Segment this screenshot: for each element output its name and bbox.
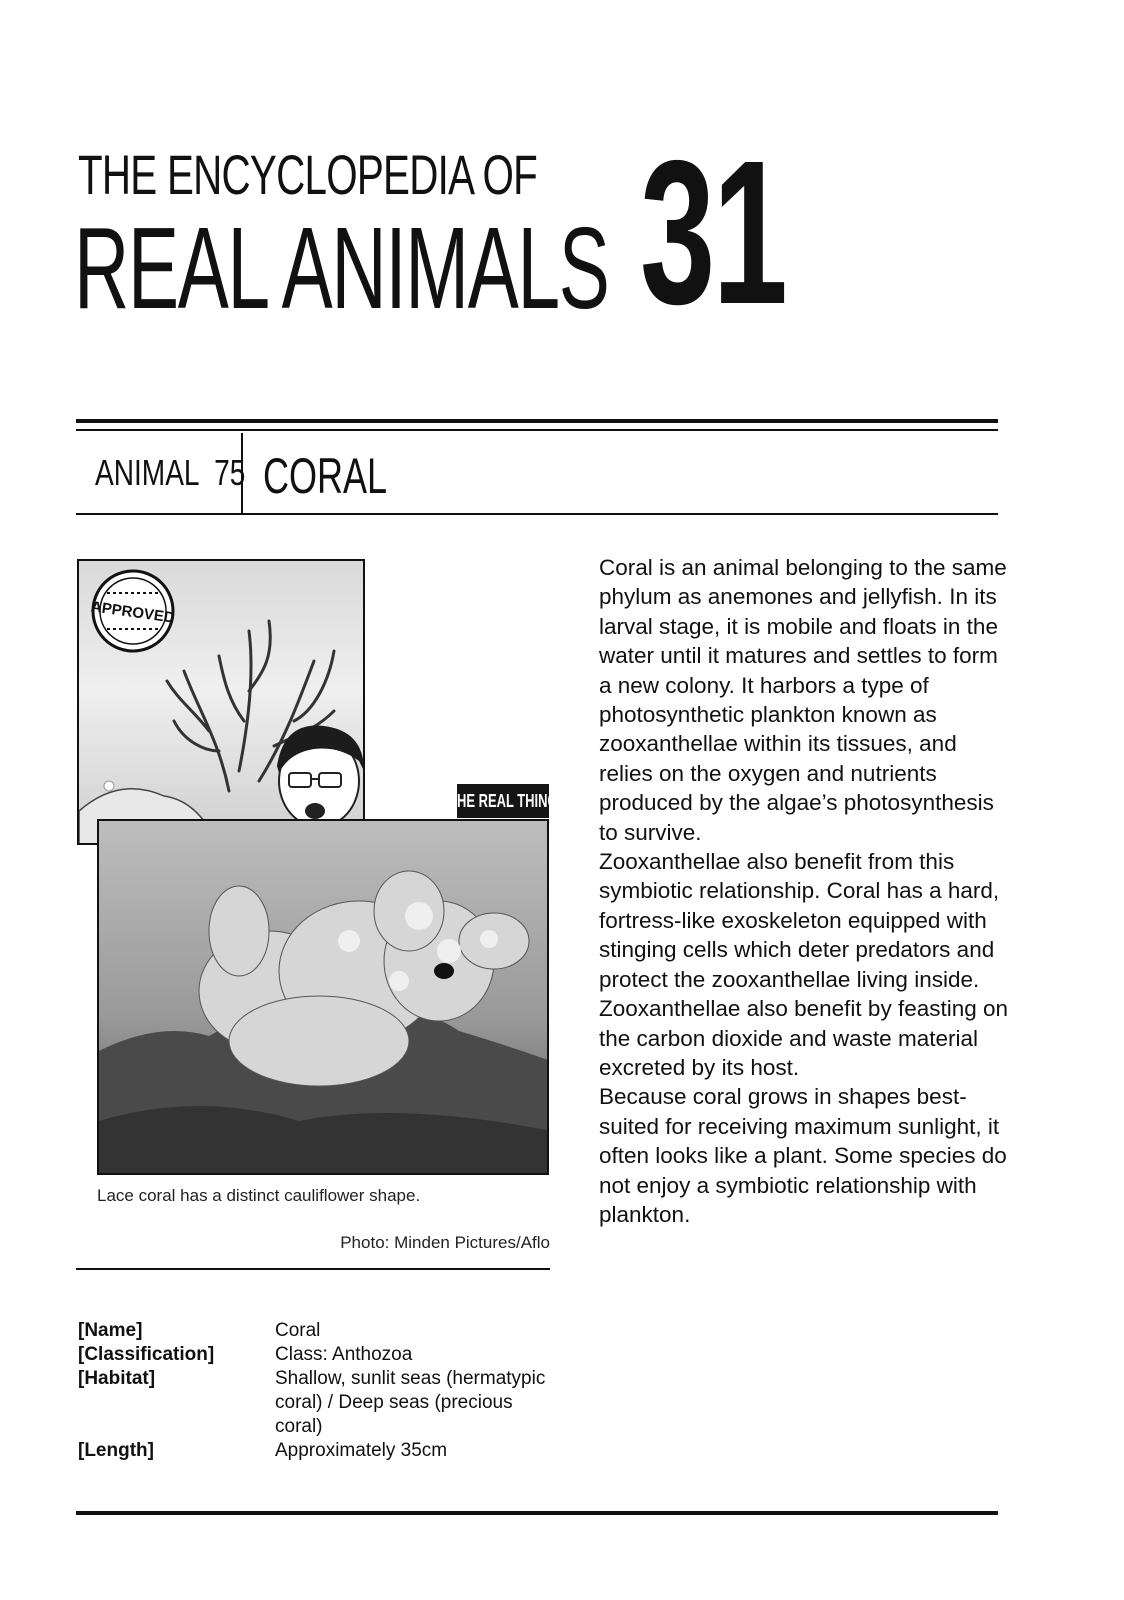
spec-table xyxy=(78,1319,558,1463)
spec-row xyxy=(78,1367,558,1439)
manga-panel xyxy=(77,559,365,845)
spec-row xyxy=(78,1439,558,1463)
spec-value: Shallow, sunlit seas (hermatypic coral) / Deep seas (precious coral) xyxy=(275,1368,546,1437)
photo-caption: Lace coral has a distinct cauliflower shape. xyxy=(97,1186,421,1205)
photo-credit: Photo: Minden Pictures/Aflo xyxy=(340,1233,550,1252)
spec-row xyxy=(78,1319,558,1343)
spec-key: [Habitat] xyxy=(78,1368,156,1389)
coral-photo xyxy=(97,819,549,1175)
stamp-text: APPROVED xyxy=(89,598,176,627)
animal-name: CORAL xyxy=(263,448,388,504)
animal-number-label: ANIMAL 75 xyxy=(95,452,246,493)
chapter-number: 31 xyxy=(640,118,786,347)
spec-value: Coral xyxy=(275,1320,321,1341)
header-rule-inner xyxy=(76,429,998,431)
manga-illustration xyxy=(79,561,365,845)
body-paragraph: Zooxanthellae also benefit from this symbiotic relationship. Coral has a hard, fortress-like exoskeleton equipped with stinging cells which deter predators and protect the zooxanthellae living inside. Zooxanthellae also benefit by feasting on the carbon dioxide and waste material excreted by its host. xyxy=(599,849,1009,1080)
body-paragraph: Coral is an animal belonging to the same phylum as anemones and jellyfish. In its larval stage, it is mobile and floats in the water until it matures and settles to form a new colony. It harbors a type of photosynthetic plankton known as zooxanthellae within its tissues, and relies on the oxygen and nutrients produced by the algae’s photosynthesis to survive. xyxy=(599,555,1007,845)
real-thing-tag-label: THE REAL THING xyxy=(448,790,558,811)
body-text xyxy=(599,553,1011,1229)
title-line-1: THE ENCYCLOPEDIA OF xyxy=(78,143,538,206)
title-line-2: REAL ANIMALS xyxy=(74,203,609,333)
spec-key: [Name] xyxy=(78,1320,143,1341)
spec-key: [Classification] xyxy=(78,1344,215,1365)
spec-value: Class: Anthozoa xyxy=(275,1344,413,1365)
coral-photo-drawing xyxy=(99,821,549,1175)
spec-value: Approximately 35cm xyxy=(275,1440,448,1461)
header-rule-bottom xyxy=(76,513,998,515)
footer-rule xyxy=(76,1511,998,1515)
body-paragraph: Because coral grows in shapes best-suited for receiving maximum sunlight, it often looks like a plant. Some species do not enjoy a symbiotic relationship with plankton. xyxy=(599,1084,1007,1227)
caption-rule xyxy=(76,1268,550,1270)
header-rule-top xyxy=(76,419,998,423)
spec-key: [Length] xyxy=(78,1440,154,1461)
approved-stamp-icon xyxy=(90,571,176,651)
spec-row xyxy=(78,1343,558,1367)
real-thing-tag xyxy=(448,784,558,818)
